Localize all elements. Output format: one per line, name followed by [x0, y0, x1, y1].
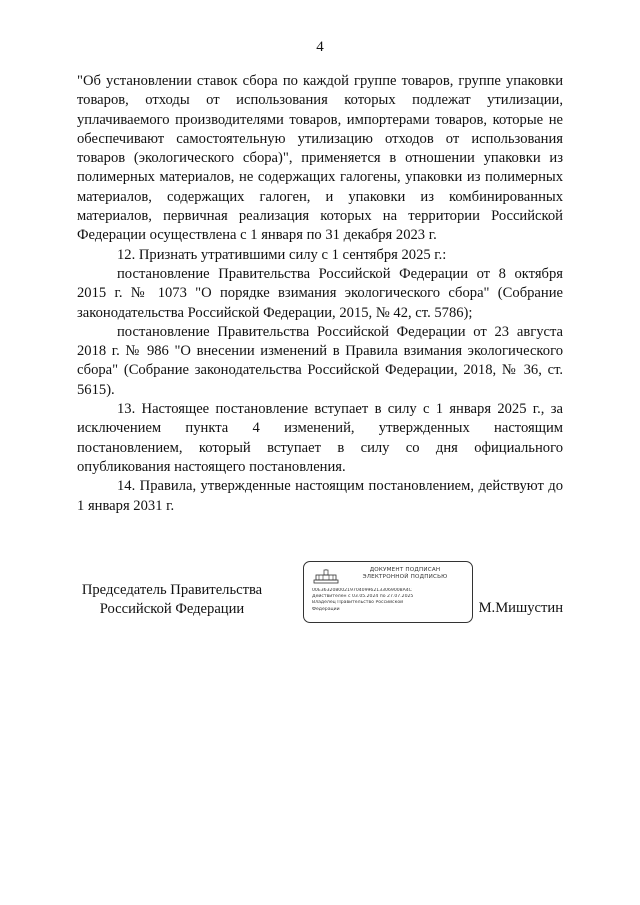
paragraph-repealed-2015: постановление Правительства Российской Федерации от 8 октября 2015 г. № 1073 "О порядке взимания экологического сбора" (Собрание законодательства Российской Федерации, 2015, № 42, ст. 5786);	[77, 265, 563, 321]
government-emblem-icon	[313, 569, 339, 585]
signer-title	[77, 581, 267, 620]
paragraph-item-12: 12. Признать утратившими силу с 1 сентября 2025 г.:	[117, 246, 447, 263]
document-body	[77, 72, 563, 516]
signature-block	[77, 561, 563, 625]
stamp-details	[312, 588, 468, 613]
stamp-heading-line2: ЭЛЕКТРОННОЙ ПОДПИСЬЮ	[362, 574, 448, 580]
electronic-signature-stamp	[303, 561, 473, 623]
stamp-heading	[344, 567, 466, 581]
stamp-heading-line1: ДОКУМЕНТ ПОДПИСАН	[369, 567, 441, 573]
stamp-certificate: 00E3632080021970409962133069008A4C	[312, 588, 412, 593]
page-number: 4	[316, 39, 324, 55]
stamp-validity: Действителен с 03.05.2024 по 27.07.2025	[312, 594, 414, 600]
paragraph-repealed-2018: постановление Правительства Российской Федерации от 23 августа 2018 г. № 986 "О внесении изменений в Правила взимания экологического сбора" (Собрание законодательства Российской Федерации, 2018, № 36, ст. 5615).	[77, 323, 563, 398]
stamp-owner-line1: Владелец Правительство Российской	[312, 600, 404, 606]
paragraph-item-13: 13. Настоящее постановление вступает в силу с 1 января 2025 г., за исключением пункта 4 изменений, утвержденных настоящим постановлением, который вступает в силу со дня официального опубликования настоящего постановления.	[77, 401, 563, 475]
paragraph-item-14: 14. Правила, утвержденные настоящим постановлением, действуют до 1 января 2031 г.	[77, 478, 563, 514]
stamp-owner-line2: Федерации	[312, 606, 340, 612]
paragraph-continuation: "Об установлении ставок сбора по каждой группе товаров, группе упаковки товаров, отходы от использования которых подлежат утилизации, уплачиваемого производителями товаров, импортерами товаров, которые не обеспечивают самостоятельную утилизацию отходов от использования товаров (экологического сбора)", применяется в отношении упаковки из полимерных материалов, не содержащих галогены, упаковки из полимерных материалов, содержащих галоген, и упаковки из комбинированных материалов, первичная реализация которых на территории Российской Федерации осуществлена с 1 января по 31 декабря 2023 г.	[77, 73, 563, 244]
signer-title-line1: Председатель Правительства	[81, 582, 263, 598]
signer-name: М.Мишустин	[478, 600, 563, 616]
signer-title-line2: Российской Федерации	[99, 601, 245, 618]
